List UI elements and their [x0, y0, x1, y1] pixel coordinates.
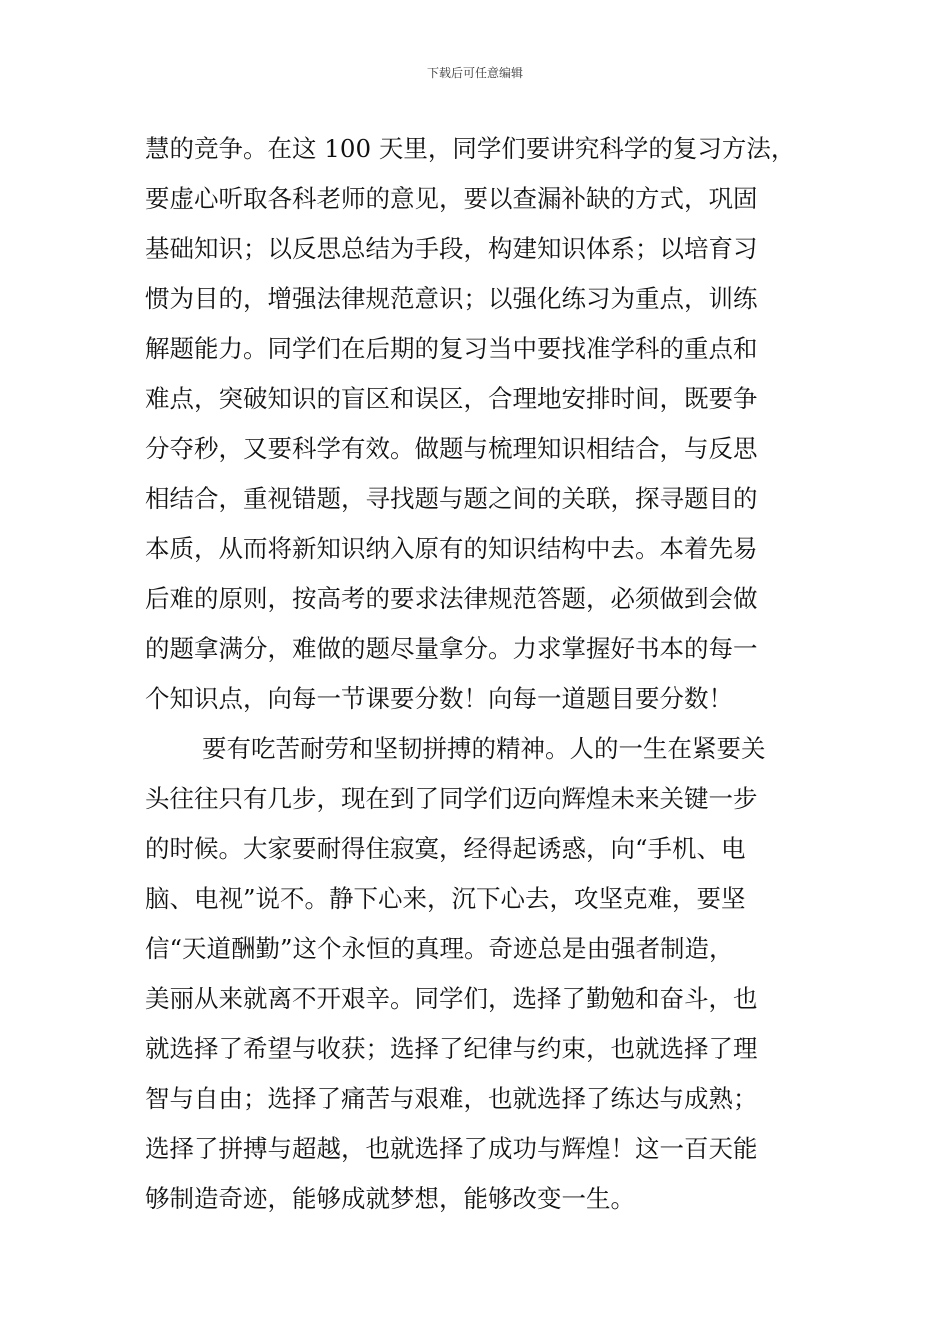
text-line: 头往往只有几步，现在到了同学们迈向辉煌未来关键一步	[145, 784, 758, 813]
text-line: 的时候。大家要耐得住寂寞，经得起诱惑，向“手机、电	[145, 834, 746, 863]
text-line: 个知识点，向每一节课要分数！向每一道题目要分数！	[145, 684, 733, 713]
text-line: 的题拿满分，难做的题尽量拿分。力求掌握好书本的每一	[145, 634, 758, 663]
document-body	[145, 124, 810, 1224]
text-line: 难点，突破知识的盲区和误区，合理地安排时间，既要争	[145, 384, 758, 413]
text-line: 要虚心听取各科老师的意见，要以查漏补缺的方式，巩固	[145, 184, 758, 213]
text-line: 就选择了希望与收获；选择了纪律与约束，也就选择了理	[145, 1034, 758, 1063]
text-line: 相结合，重视错题，寻找题与题之间的关联，探寻题目的	[145, 484, 758, 513]
text-line: 美丽从来就离不开艰辛。同学们，选择了勤勉和奋斗，也	[145, 984, 758, 1013]
text-line: 选择了拼搏与超越，也就选择了成功与辉煌！这一百天能	[145, 1134, 758, 1163]
text-line: 慧的竞争。在这 100 天里，同学们要讲究科学的复习方法，	[145, 134, 796, 163]
text-line: 基础知识；以反思总结为手段，构建知识体系；以培育习	[145, 234, 758, 263]
text-line-first-indented: 要有吃苦耐劳和坚韧拼搏的精神。人的一生在紧要关	[202, 734, 766, 763]
text-line: 分夺秒，又要科学有效。做题与梳理知识相结合，与反思	[145, 434, 758, 463]
text-line: 解题能力。同学们在后期的复习当中要找准学科的重点和	[145, 334, 758, 363]
text-line: 本质，从而将新知识纳入原有的知识结构中去。本着先易	[145, 534, 758, 563]
text-line: 智与自由；选择了痛苦与艰难，也就选择了练达与成熟；	[145, 1084, 758, 1113]
text-line: 脑、电视”说不。静下心来，沉下心去，攻坚克难，要坚	[145, 884, 746, 913]
paragraph-1	[145, 124, 810, 724]
page-header: 下载后可任意编辑	[426, 66, 523, 80]
text-line: 够制造奇迹，能够成就梦想，能够改变一生。	[145, 1184, 635, 1213]
text-line: 信“天道酬勤”这个永恒的真理。奇迹总是由强者制造，	[145, 934, 734, 963]
paragraph-2	[145, 724, 810, 1224]
text-line: 惯为目的，增强法律规范意识；以强化练习为重点，训练	[145, 284, 758, 313]
text-line: 后难的原则，按高考的要求法律规范答题，必须做到会做	[145, 584, 758, 613]
